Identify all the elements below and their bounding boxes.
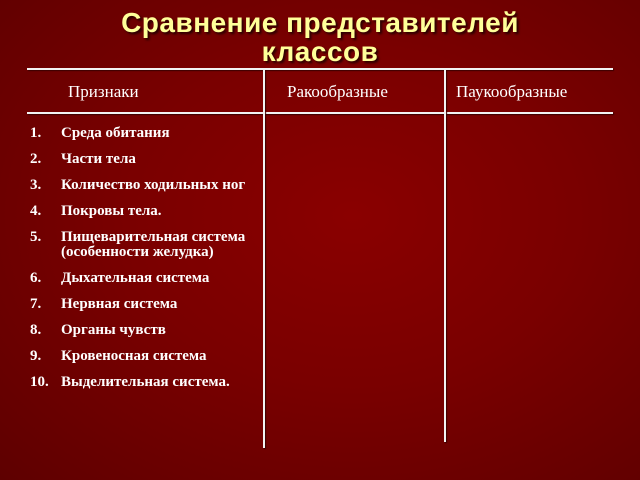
list-item [30, 126, 255, 141]
item-text: Дыхательная система [61, 270, 210, 286]
item-number: 5. [30, 229, 42, 245]
item-text: Нервная система [61, 296, 178, 312]
list-item [30, 178, 255, 193]
item-number: 1. [30, 125, 42, 141]
item-text: Кровеносная система [61, 348, 207, 364]
list-item [30, 349, 255, 364]
item-number: 3. [30, 177, 42, 193]
item-number: 7. [30, 296, 42, 312]
header-features: Признаки [68, 82, 139, 101]
list-item [30, 297, 255, 312]
item-number: 6. [30, 270, 42, 286]
item-text: Среда обитания [61, 125, 170, 141]
item-text: Выделительная система. [61, 374, 230, 390]
slide-title-line-2: классов [261, 36, 379, 67]
item-number: 10. [30, 374, 49, 390]
item-text: Количество ходильных ног [61, 177, 246, 193]
header-arachnids: Паукообразные [456, 82, 568, 101]
column-divider-1 [263, 70, 265, 448]
slide-title [0, 8, 640, 66]
list-item [30, 375, 255, 390]
list-item [30, 230, 255, 260]
item-number: 8. [30, 322, 42, 338]
list-item [30, 323, 255, 338]
features-list [30, 126, 255, 401]
header-crustaceans: Ракообразные [287, 82, 388, 101]
item-text: Покровы тела. [61, 203, 162, 219]
item-text: Части тела [61, 151, 136, 167]
table-header-divider [27, 112, 613, 114]
item-number: 9. [30, 348, 42, 364]
item-number: 2. [30, 151, 42, 167]
item-number: 4. [30, 203, 42, 219]
slide-title-line-1: Сравнение представителей [121, 7, 519, 38]
list-item [30, 152, 255, 167]
item-text: Пищеварительная система (особенности желудка) [61, 229, 246, 260]
list-item [30, 271, 255, 286]
table-top-border [27, 68, 613, 70]
list-item [30, 204, 255, 219]
column-divider-2 [444, 70, 446, 442]
item-text: Органы чувств [61, 322, 166, 338]
